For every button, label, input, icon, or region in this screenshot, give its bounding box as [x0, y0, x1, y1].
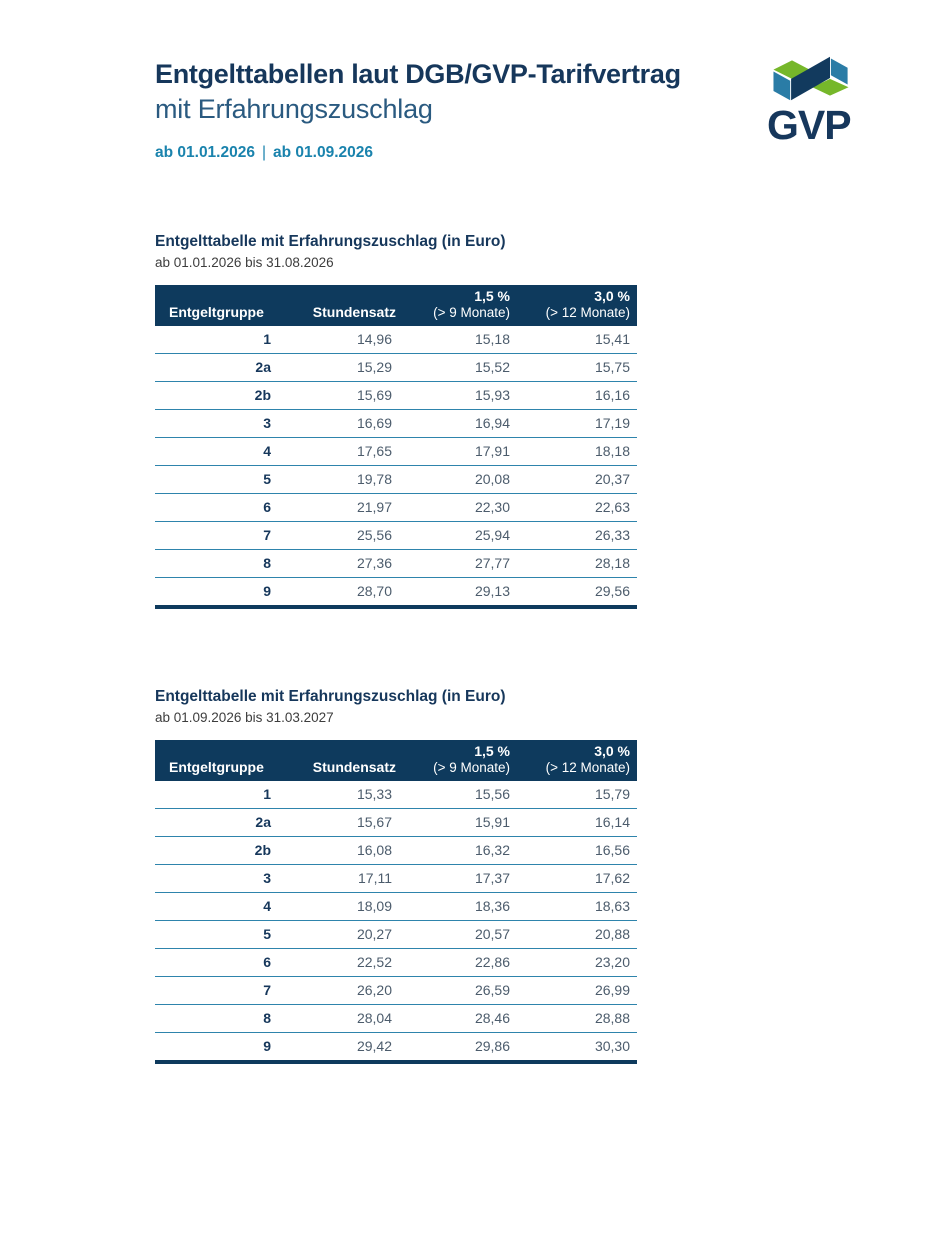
col-header-stundensatz	[285, 285, 410, 326]
header-label: Stundensatz	[312, 759, 396, 775]
table-row	[155, 865, 637, 893]
value-cell: 20,37	[594, 470, 630, 487]
value-cell: 17,62	[594, 869, 630, 886]
value-cell: 14,96	[356, 330, 392, 347]
table-row	[155, 1005, 637, 1033]
table-row	[155, 837, 637, 865]
table-row	[155, 949, 637, 977]
value-cell: 22,63	[594, 498, 630, 515]
value-cell: 17,65	[356, 442, 392, 459]
table-row	[155, 354, 637, 382]
table-row	[155, 466, 637, 494]
table-row	[155, 977, 637, 1005]
table-subtitle: ab 01.09.2026 bis 31.03.2027	[155, 710, 334, 725]
entgeltgruppe-cell: 9	[263, 1037, 271, 1054]
table-row	[155, 578, 637, 608]
value-cell: 26,99	[594, 981, 630, 998]
header-label: 1,5 %	[474, 288, 510, 304]
header-sublabel: (> 12 Monate)	[545, 760, 630, 775]
value-cell: 16,16	[594, 386, 630, 403]
value-cell: 16,14	[594, 813, 630, 830]
header-label: 3,0 %	[594, 288, 630, 304]
value-cell: 15,69	[356, 386, 392, 403]
value-cell: 28,04	[356, 1009, 392, 1026]
col-header-zuschlag-3-0	[525, 740, 637, 781]
table-subtitle: ab 01.01.2026 bis 31.08.2026	[155, 255, 334, 270]
value-cell: 15,33	[356, 785, 392, 802]
col-header-stundensatz	[285, 740, 410, 781]
value-cell: 26,20	[356, 981, 392, 998]
value-cell: 15,91	[474, 813, 510, 830]
entgeltgruppe-cell: 8	[263, 554, 271, 571]
date-separator: |	[261, 144, 267, 161]
entgeltgruppe-cell: 3	[263, 869, 271, 886]
value-cell: 15,67	[356, 813, 392, 830]
entgeltgruppe-cell: 6	[263, 498, 271, 515]
value-cell: 29,86	[474, 1037, 510, 1054]
table-row	[155, 382, 637, 410]
gvp-logo-mark-icon	[767, 52, 855, 104]
gvp-wordmark: GVP	[767, 102, 851, 148]
value-cell: 17,37	[474, 869, 510, 886]
value-cell: 15,79	[594, 785, 630, 802]
value-cell: 15,41	[594, 330, 630, 347]
wage-table-section-1	[155, 232, 637, 609]
table-row	[155, 809, 637, 837]
value-cell: 30,30	[594, 1037, 630, 1054]
value-cell: 20,57	[474, 925, 510, 942]
table-row	[155, 326, 637, 354]
effective-dates	[155, 144, 775, 162]
table-body	[155, 326, 637, 607]
value-cell: 28,70	[356, 582, 392, 599]
value-cell: 28,88	[594, 1009, 630, 1026]
entgeltgruppe-cell: 9	[263, 582, 271, 599]
header-label: 3,0 %	[594, 743, 630, 759]
value-cell: 18,09	[356, 897, 392, 914]
value-cell: 18,36	[474, 897, 510, 914]
value-cell: 25,94	[474, 526, 510, 543]
table-row	[155, 522, 637, 550]
header-sublabel: (> 9 Monate)	[433, 305, 510, 320]
table-row	[155, 410, 637, 438]
header-label: Stundensatz	[312, 304, 396, 320]
value-cell: 16,08	[356, 841, 392, 858]
value-cell: 16,69	[356, 414, 392, 431]
col-header-entgeltgruppe	[155, 285, 285, 326]
value-cell: 29,56	[594, 582, 630, 599]
entgeltgruppe-cell: 2b	[254, 386, 271, 403]
value-cell: 20,88	[594, 925, 630, 942]
entgeltgruppe-cell: 5	[263, 925, 271, 942]
table-row	[155, 1033, 637, 1063]
header-sublabel: (> 12 Monate)	[545, 305, 630, 320]
col-header-zuschlag-1-5	[410, 285, 525, 326]
value-cell: 22,52	[356, 953, 392, 970]
header-label: Entgeltgruppe	[169, 759, 264, 775]
header-label: Entgeltgruppe	[169, 304, 264, 320]
value-cell: 29,13	[474, 582, 510, 599]
gvp-logo	[767, 52, 859, 148]
value-cell: 17,19	[594, 414, 630, 431]
table-row	[155, 494, 637, 522]
page-title: Entgelttabellen laut DGB/GVP-Tarifvertrag	[155, 59, 681, 89]
entgeltgruppe-cell: 1	[263, 785, 271, 802]
entgeltgruppe-cell: 5	[263, 470, 271, 487]
page-subtitle: mit Erfahrungszuschlag	[155, 94, 433, 124]
value-cell: 15,18	[474, 330, 510, 347]
entgeltgruppe-cell: 7	[263, 526, 271, 543]
value-cell: 18,18	[594, 442, 630, 459]
entgeltgruppe-cell: 4	[263, 897, 271, 914]
value-cell: 20,08	[474, 470, 510, 487]
value-cell: 15,52	[474, 358, 510, 375]
wage-table-section-2	[155, 687, 637, 1064]
wage-table	[155, 740, 637, 1064]
value-cell: 20,27	[356, 925, 392, 942]
value-cell: 26,33	[594, 526, 630, 543]
entgeltgruppe-cell: 8	[263, 1009, 271, 1026]
value-cell: 23,20	[594, 953, 630, 970]
table-row	[155, 438, 637, 466]
value-cell: 27,36	[356, 554, 392, 571]
value-cell: 28,18	[594, 554, 630, 571]
table-header-row	[155, 285, 637, 326]
table-body	[155, 781, 637, 1062]
value-cell: 25,56	[356, 526, 392, 543]
col-header-zuschlag-1-5	[410, 740, 525, 781]
value-cell: 29,42	[356, 1037, 392, 1054]
date-to: ab 01.09.2026	[273, 144, 373, 161]
entgeltgruppe-cell: 2a	[255, 358, 271, 375]
value-cell: 18,63	[594, 897, 630, 914]
wage-table	[155, 285, 637, 609]
col-header-entgeltgruppe	[155, 740, 285, 781]
date-from: ab 01.01.2026	[155, 144, 255, 161]
value-cell: 22,86	[474, 953, 510, 970]
value-cell: 15,29	[356, 358, 392, 375]
value-cell: 16,32	[474, 841, 510, 858]
table-title: Entgelttabelle mit Erfahrungszuschlag (in Euro)	[155, 688, 506, 705]
table-row	[155, 550, 637, 578]
entgeltgruppe-cell: 2b	[254, 841, 271, 858]
header-sublabel: (> 9 Monate)	[433, 760, 510, 775]
value-cell: 16,94	[474, 414, 510, 431]
table-row	[155, 921, 637, 949]
value-cell: 17,91	[474, 442, 510, 459]
entgeltgruppe-cell: 2a	[255, 813, 271, 830]
col-header-zuschlag-3-0	[525, 285, 637, 326]
entgeltgruppe-cell: 1	[263, 330, 271, 347]
table-row	[155, 893, 637, 921]
table-header-row	[155, 740, 637, 781]
document-header	[155, 58, 775, 162]
table-title: Entgelttabelle mit Erfahrungszuschlag (in Euro)	[155, 233, 506, 250]
entgeltgruppe-cell: 7	[263, 981, 271, 998]
value-cell: 15,56	[474, 785, 510, 802]
entgeltgruppe-cell: 3	[263, 414, 271, 431]
value-cell: 19,78	[356, 470, 392, 487]
header-label: 1,5 %	[474, 743, 510, 759]
table-row	[155, 781, 637, 809]
entgeltgruppe-cell: 6	[263, 953, 271, 970]
value-cell: 17,11	[358, 869, 392, 886]
value-cell: 22,30	[474, 498, 510, 515]
value-cell: 16,56	[594, 841, 630, 858]
value-cell: 15,75	[594, 358, 630, 375]
value-cell: 21,97	[356, 498, 392, 515]
value-cell: 26,59	[474, 981, 510, 998]
entgeltgruppe-cell: 4	[263, 442, 271, 459]
value-cell: 27,77	[474, 554, 510, 571]
value-cell: 15,93	[474, 386, 510, 403]
value-cell: 28,46	[474, 1009, 510, 1026]
